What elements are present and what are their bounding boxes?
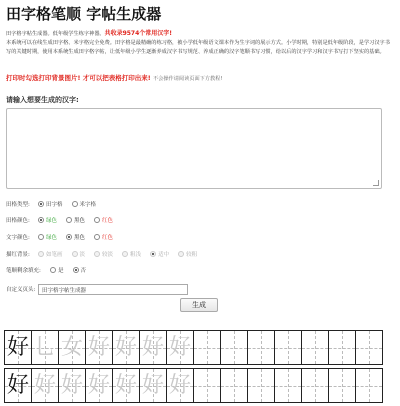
model-character: 好	[6, 335, 29, 360]
trace-bg-option-1[interactable]: 如笔画	[38, 250, 63, 258]
grid-cell	[85, 368, 113, 403]
character-textarea[interactable]	[6, 108, 382, 189]
resize-grip-icon[interactable]	[373, 180, 379, 186]
radio-icon[interactable]	[66, 234, 72, 240]
grid-cell	[301, 330, 329, 365]
trace-character: 好	[87, 335, 110, 360]
trace-character: 好	[87, 373, 110, 398]
radio-icon[interactable]	[38, 251, 44, 257]
grid-cell	[193, 330, 221, 365]
radio-icon[interactable]	[72, 251, 78, 257]
custom-title-row	[6, 284, 38, 294]
grid-cell	[355, 368, 383, 403]
grid-cell	[139, 368, 167, 403]
grid-guide-vertical	[261, 331, 262, 364]
radio-icon[interactable]	[94, 217, 100, 223]
grid-guide-vertical	[315, 369, 316, 402]
text-color-option-black[interactable]: 黑色	[66, 233, 85, 241]
grid-color-option-black[interactable]: 黑色	[66, 216, 85, 224]
radio-icon[interactable]	[122, 251, 128, 257]
trace-bg-option-5[interactable]: 适中	[150, 250, 169, 258]
trace-character: 好	[60, 373, 83, 398]
intro-highlight: 共收录9574个常用汉字!	[104, 30, 173, 37]
grid-cell	[58, 368, 86, 403]
trace-character: 好	[168, 373, 191, 398]
grid-cell	[31, 368, 59, 403]
trace-bg-label: 描红背景:	[6, 252, 30, 258]
trace-bg-option-4[interactable]: 粗浅	[122, 250, 141, 258]
trace-bg-option-6[interactable]: 较粗	[178, 250, 197, 258]
radio-icon[interactable]	[150, 251, 156, 257]
grid-cell	[85, 330, 113, 365]
practice-row-1	[4, 330, 396, 365]
grid-cell	[112, 368, 140, 403]
radio-icon[interactable]	[38, 201, 44, 207]
grid-type-option-mi[interactable]: 米字格	[72, 200, 97, 208]
radio-icon[interactable]	[38, 234, 44, 240]
text-color-label: 文字颜色:	[6, 235, 30, 241]
grid-type-label: 田格类型:	[6, 202, 30, 208]
grid-guide-vertical	[234, 369, 235, 402]
intro-line-1-prefix: 田字格字帖生成器。低年级学生练字神器。	[6, 31, 105, 37]
grid-cell	[220, 368, 248, 403]
grid-cell	[274, 368, 302, 403]
fill-blank-row	[6, 265, 95, 275]
trace-bg-row	[6, 249, 206, 259]
custom-title-label: 自定义页头:	[6, 287, 36, 293]
practice-row-2	[4, 368, 396, 403]
input-prompt: 请输入想要生成的汉字:	[6, 96, 79, 104]
grid-guide-vertical	[288, 331, 289, 364]
grid-cell	[112, 330, 140, 365]
radio-icon[interactable]	[66, 217, 72, 223]
trace-character: 乚	[33, 335, 56, 360]
grid-cell	[166, 368, 194, 403]
grid-color-label: 田格颜色:	[6, 218, 30, 224]
grid-guide-vertical	[261, 369, 262, 402]
trace-character: 好	[114, 335, 137, 360]
text-color-option-red[interactable]: 红色	[94, 233, 113, 241]
radio-icon[interactable]	[178, 251, 184, 257]
radio-icon[interactable]	[94, 234, 100, 240]
generate-button[interactable]: 生成	[180, 298, 218, 312]
grid-cell	[139, 330, 167, 365]
trace-character: 好	[168, 335, 191, 360]
grid-guide-vertical	[342, 369, 343, 402]
fill-blank-option-no[interactable]: 否	[73, 266, 87, 274]
print-notice	[6, 73, 223, 82]
grid-cell	[328, 368, 356, 403]
grid-type-option-tian[interactable]: 田字格	[38, 200, 63, 208]
grid-cell	[247, 368, 275, 403]
custom-title-input[interactable]: 田字格字帖生成器	[38, 284, 188, 295]
trace-character: 好	[33, 373, 56, 398]
intro-line-1	[6, 29, 394, 39]
grid-color-row	[6, 215, 122, 225]
trace-bg-option-3[interactable]: 较淡	[94, 250, 113, 258]
radio-icon[interactable]	[38, 217, 44, 223]
grid-guide-vertical	[315, 331, 316, 364]
grid-type-row	[6, 199, 105, 209]
trace-character: 好	[141, 335, 164, 360]
fill-blank-label: 笔顺剩余填充:	[6, 268, 41, 274]
model-character: 好	[6, 373, 29, 398]
grid-guide-vertical	[234, 331, 235, 364]
print-notice-grey: 不会操作请阅读页面下方教程!	[152, 76, 223, 82]
text-color-row	[6, 232, 122, 242]
grid-cell	[4, 330, 32, 365]
grid-color-option-red[interactable]: 红色	[94, 216, 113, 224]
trace-bg-option-2[interactable]: 淡	[72, 250, 86, 258]
grid-guide-vertical	[207, 331, 208, 364]
radio-icon[interactable]	[94, 251, 100, 257]
grid-guide-vertical	[207, 369, 208, 402]
grid-cell	[328, 330, 356, 365]
radio-icon[interactable]	[50, 267, 56, 273]
trace-character: 女	[60, 335, 83, 360]
intro-text	[6, 29, 394, 57]
grid-cell	[58, 330, 86, 365]
grid-guide-vertical	[342, 331, 343, 364]
grid-cell	[4, 368, 32, 403]
grid-guide-vertical	[288, 369, 289, 402]
grid-cell	[301, 368, 329, 403]
radio-icon[interactable]	[72, 201, 78, 207]
grid-cell	[220, 330, 248, 365]
grid-cell	[355, 330, 383, 365]
grid-cell	[247, 330, 275, 365]
fill-blank-option-yes[interactable]: 是	[50, 266, 64, 274]
grid-cell	[274, 330, 302, 365]
page-title: 田字格笔顺 字帖生成器	[6, 5, 162, 23]
grid-cell	[193, 368, 221, 403]
intro-paragraph: 本系统可以在线生成田字格、米字格完全免费。田字格是最精确的练习格，被小学低年级语文课本作为生字词的展示方式。小学时期，特别是低年级阶段，是学习汉字书写的关键时期，使用本系统生成田字格字帖，让低年级小学生逐渐养成汉字书写规范、养成正确的汉字笔顺书写习惯，给以后的汉字学习和汉字书写打下坚实的基础。	[6, 40, 390, 55]
trace-character: 好	[114, 373, 137, 398]
grid-color-option-green[interactable]: 绿色	[38, 216, 57, 224]
grid-guide-vertical	[369, 331, 370, 364]
text-color-option-green[interactable]: 绿色	[38, 233, 57, 241]
print-notice-red: 打印时勾选打印背景图片! 才可以把表格打印出来!	[6, 74, 151, 82]
grid-guide-vertical	[369, 369, 370, 402]
grid-cell	[31, 330, 59, 365]
grid-cell	[166, 330, 194, 365]
radio-icon[interactable]	[73, 267, 79, 273]
trace-character: 好	[141, 373, 164, 398]
